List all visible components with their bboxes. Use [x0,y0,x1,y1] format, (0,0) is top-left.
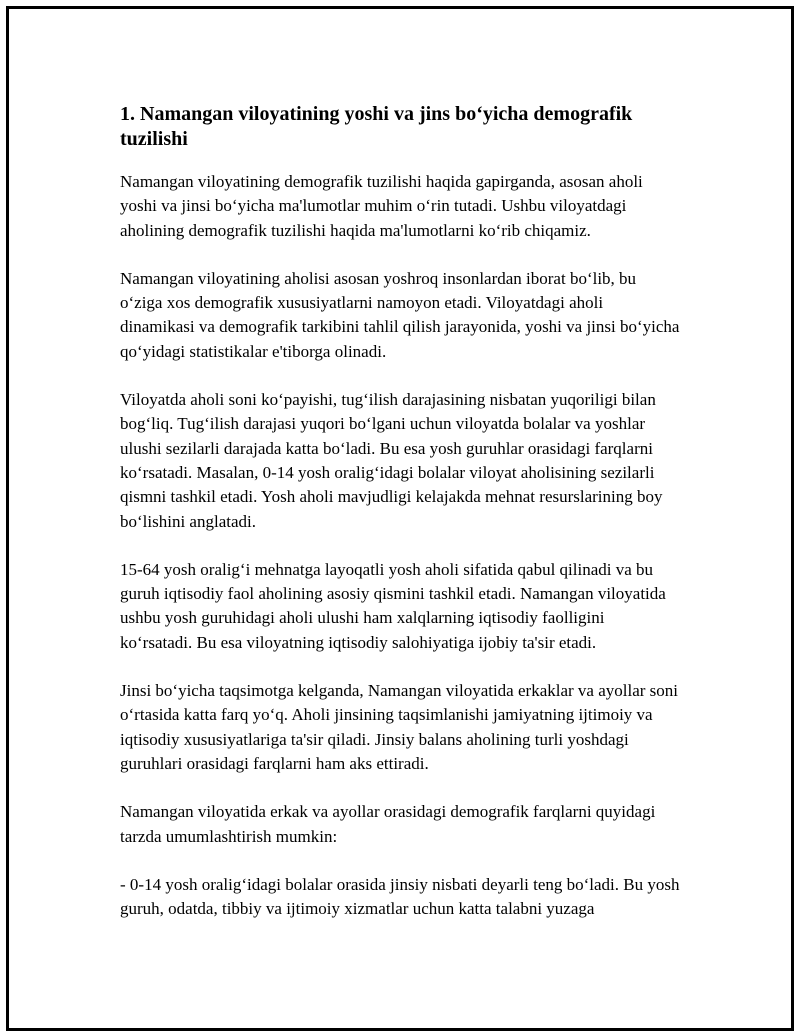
section-heading: 1. Namangan viloyatining yoshi va jins bo‘yicha demografik tuzilishi [120,103,633,150]
paragraph-summary-intro: Namangan viloyatida erkak va ayollar orasidagi demografik farqlarni quyidagi tarzda umumlashtirish mumkin: [120,802,656,846]
paragraph-working-age: 15-64 yosh oralig‘i mehnatga layoqatli yosh aholi sifatida qabul qilinadi va bu guruh iqtisodiy faol aholining asosiy qismini tashkil etadi. Namangan viloyatida ushbu yosh guruhidagi aholi ulushi ham xalqlarning iqtisodiy faolligini ko‘rsatadi. Bu esa viloyatning iqtisodiy salohiyatiga ijobiy ta'sir etadi. [120,559,666,652]
list-item-children: - 0-14 yosh oralig‘idagi bolalar orasida jinsiy nisbati deyarli teng bo‘ladi. Bu yosh guruh, odatda, tibbiy va ijtimoiy xizmatlar uchun katta talabni yuzaga [120,874,680,919]
paragraph-gender-distribution: Jinsi bo‘yicha taqsimotga kelganda, Namangan viloyatida erkaklar va ayollar soni o‘rtasida katta farq yo‘q. Aholi jinsining taqsimlanishi jamiyatning ijtimoiy va iqtisodiy xususiyatlariga ta'sir qiladi. Jinsiy balans aholining turli yoshdagi guruhlari orasidagi farqlarni ham aks ettiradi. [120,681,678,773]
paragraph-intro: Namangan viloyatining demografik tuzilishi haqida gapirganda, asosan aholi yoshi va jinsi bo‘yicha ma'lumotlar muhim o‘rin tutadi. Ushbu viloyatdagi aholining demografik tuzilishi haqida ma'lumotlarni ko‘rib chiqamiz. [120,172,643,240]
paragraph-birth-rate: Viloyatda aholi soni ko‘payishi, tug‘ilish darajasining nisbatan yuqoriligi bilan bog‘liq. Tug‘ilish darajasi yuqori bo‘lgani uchun viloyatda bolalar va yoshlar ulushi sezilarli darajada katta bo‘ladi. Bu esa yosh guruhlar orasidagi farqlarni ko‘rsatadi. Masalan, 0-14 yosh oralig‘idagi bolalar viloyat aholisining sezilarli qismni tashkil etadi. Yosh aholi mavjudligi kelajakda mehnat resurslarining boy bo‘lishini anglatadi. [120,390,663,531]
page-frame [6,6,794,1031]
paragraph-young-population: Namangan viloyatining aholisi asosan yoshroq insonlardan iborat bo‘lib, bu o‘ziga xos demografik xususiyatlarni namoyon etadi. Viloyatdagi aholi dinamikasi va demografik tarkibini tahlil qilish jarayonida, yoshi va jinsi bo‘yicha qo‘yidagi statistikalar e'tiborga olinadi. [120,268,680,361]
document-body [120,102,680,945]
